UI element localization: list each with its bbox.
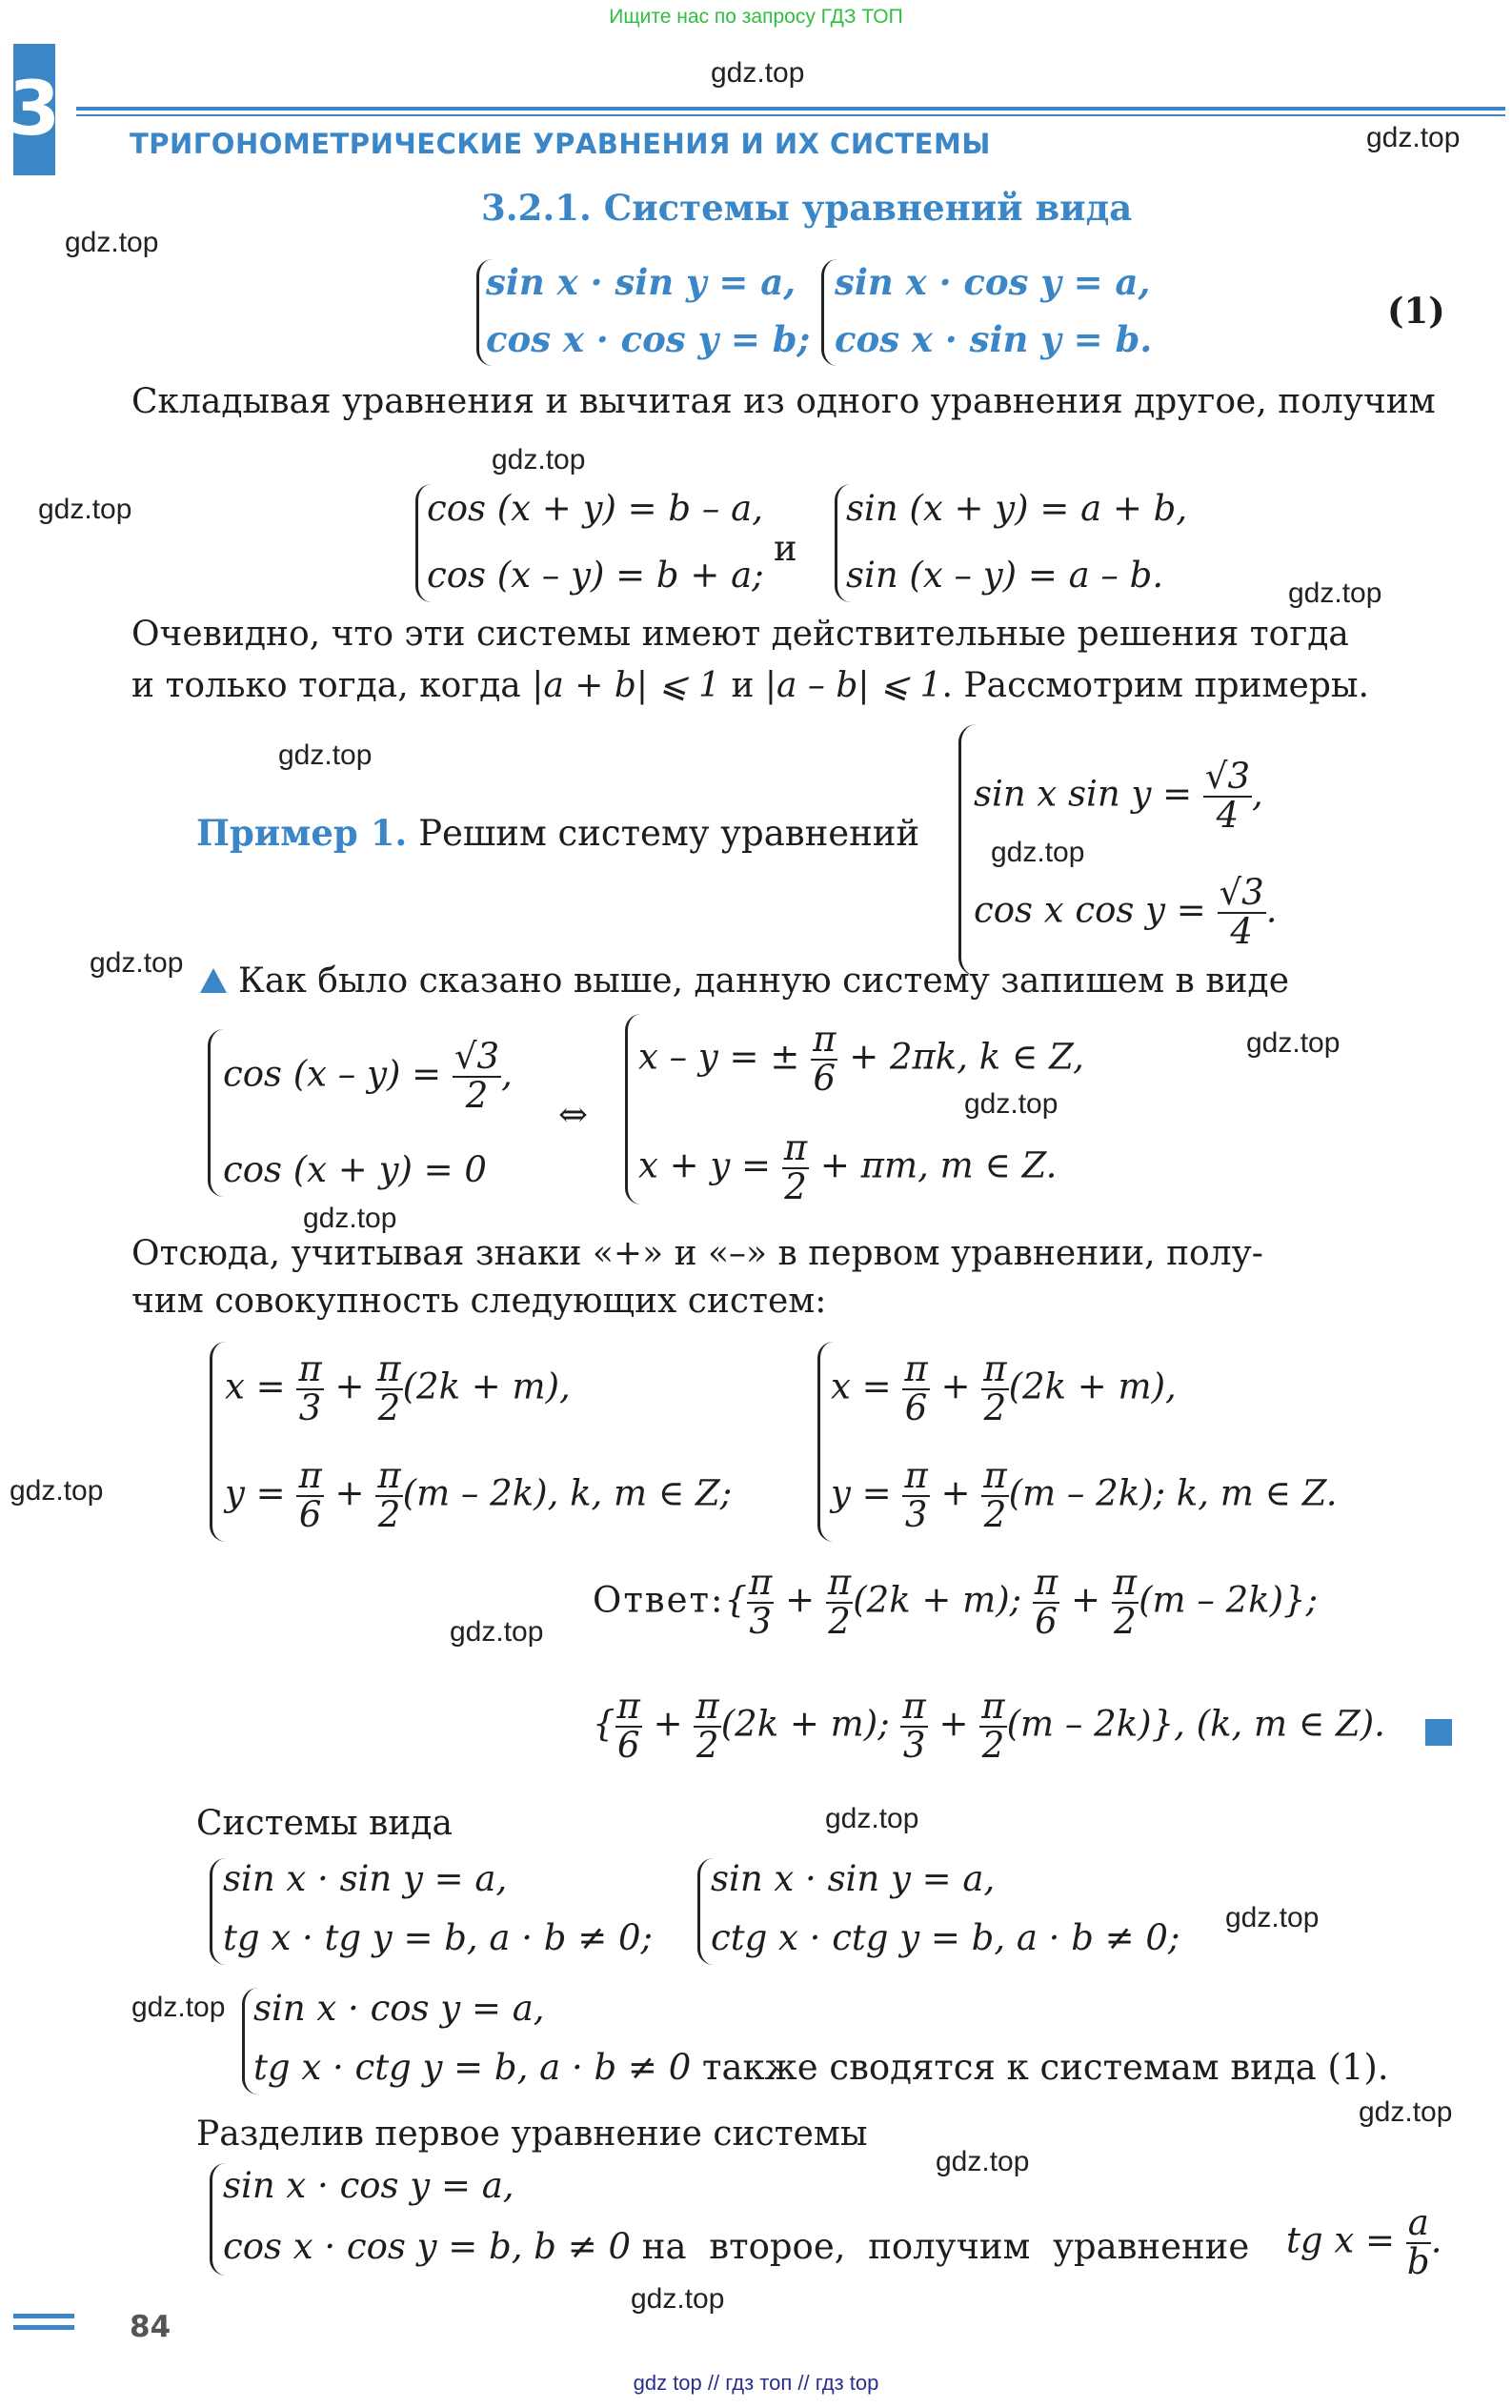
system4-brace-left (210, 1342, 226, 1542)
system4-l-y: y = $\frac{\pi}{6}$ + $\frac{\pi}{2}$ (m – 2k), k, m ∈ Z; (225, 1455, 733, 1535)
paragraph-2b-math2: |a – b| ⩽ 1 (764, 666, 942, 705)
paragraph-2b-and: и (731, 666, 755, 705)
example-heading (196, 812, 919, 854)
watermark: gdz.top (1366, 122, 1461, 153)
system6-result: tg x = $\frac{a}{b}$ . (1286, 2202, 1442, 2282)
paragraph-2a: Очевидно, что эти системы имеют действительные решения тогда (131, 615, 1349, 654)
system5-eq-a1: sin x · sin y = a, (223, 1858, 508, 1899)
paragraph-4a: Отсюда, учитывая знаки «+» и «–» в первом уравнении, полу- (131, 1234, 1263, 1273)
answer-line-1: Ответ:{ $\frac{\pi}{3}$ + $\frac{\pi}{2}$ (2k + m); $\frac{\pi}{6}$ + $\frac{\pi}{2}$ (m – 2k)}; (593, 1562, 1319, 1642)
example-label: Пример 1. (196, 812, 408, 854)
example-eq1: sin x sin y = $\frac{√3}{4}$ , (974, 756, 1263, 836)
system2-and: и (774, 528, 797, 569)
watermark: gdz.top (825, 1803, 919, 1834)
system6-eq-2: cos x · cos y = b, b ≠ 0 на второе, получим уравнение (223, 2226, 1250, 2267)
watermark: gdz.top (131, 1992, 226, 2023)
watermark: gdz.top (492, 444, 586, 476)
system3-eq-r2: x + y = $\frac{\pi}{2}$ + πm, m ∈ Z. (638, 1127, 1058, 1207)
footer-note: gdz top // гдз топ // гдз top (633, 2371, 879, 2395)
example-eq1-lhs: sin x sin y = (974, 773, 1193, 815)
watermark: gdz.top (936, 2146, 1030, 2177)
system1-eq-a2: cos x · cos y = b; (486, 318, 811, 360)
system1-eq-b1: sin x · cos y = a, (835, 261, 1151, 303)
equivalence-icon: ⇔ (558, 1094, 589, 1135)
system3-brace-left (208, 1029, 224, 1197)
header-line (76, 107, 1505, 111)
paragraph-2b-math1: |a + b| ⩽ 1 (532, 666, 720, 705)
watermark: gdz.top (90, 947, 184, 979)
section-title: 3.2.1. Системы уравнений вида (481, 187, 1133, 229)
paragraph-6: Разделив первое уравнение системы (196, 2115, 868, 2154)
page-number: 84 (130, 2310, 171, 2344)
system4-l-x: x = $\frac{\pi}{3}$ + $\frac{\pi}{2}$ (2k + m), (225, 1348, 571, 1428)
system1-eq-b2: cos x · sin y = b. (835, 318, 1153, 360)
paragraph-2b-text: и только тогда, когда (131, 666, 521, 705)
system3-eq-r1: x – y = ± $\frac{\pi}{6}$ + 2πk, k ∈ Z, (638, 1019, 1084, 1099)
system5-eq-c2: tg x · ctg y = b, a · b ≠ 0 также сводятся к системам вида (1). (253, 2047, 1389, 2088)
watermark: gdz.top (631, 2283, 725, 2315)
example-eq1-frac: $\frac{√3}{4}$ (1204, 756, 1251, 836)
paragraph-4b: чим совокупность следующих систем: (131, 1282, 827, 1321)
example-eq2: cos x cos y = $\frac{√3}{4}$ . (974, 872, 1278, 952)
system5-eq-a2: tg x · tg y = b, a · b ≠ 0; (223, 1917, 653, 1958)
paragraph-3: Как было сказано выше, данную систему запишем в виде (238, 961, 1289, 1001)
system2-eq-b2: sin (x – y) = a – b. (846, 555, 1164, 596)
system2-eq-a1: cos (x + y) = b – a, (427, 488, 763, 529)
chapter-number-badge: 3 (13, 44, 55, 175)
system3-eq-l2: cos (x + y) = 0 (223, 1149, 487, 1190)
paragraph-2b (131, 661, 1465, 711)
page-bar-1 (13, 2314, 74, 2318)
solution-end-icon (1425, 1719, 1452, 1746)
watermark: gdz.top (1288, 577, 1382, 609)
chapter-title: ТРИГОНОМЕТРИЧЕСКИЕ УРАВНЕНИЯ И ИХ СИСТЕМЫ (130, 128, 991, 160)
header-line-thin (76, 114, 1505, 116)
watermark: gdz.top (303, 1203, 397, 1234)
system1-eq-a1: sin x · sin y = a, (486, 261, 796, 303)
example-eq2-lhs: cos x cos y = (974, 889, 1206, 931)
system4-r-y: y = $\frac{\pi}{3}$ + $\frac{\pi}{2}$ (m – 2k); k, m ∈ Z. (831, 1455, 1338, 1535)
system3-eq-l1: cos (x – y) = $\frac{√3}{2}$ , (223, 1036, 513, 1116)
paragraph-2b-end: . Рассмотрим примеры. (941, 666, 1369, 705)
paragraph-1: Складывая уравнения и вычитая из одного уравнения другое, получим (131, 382, 1436, 421)
top-note: Ищите нас по запросу ГДЗ ТОП (609, 6, 903, 28)
system4-r-x: x = $\frac{\pi}{6}$ + $\frac{\pi}{2}$ (2k + m), (831, 1348, 1177, 1428)
system5-eq-b2: ctg x · ctg y = b, a · b ≠ 0; (711, 1917, 1180, 1958)
watermark: gdz.top (1225, 1902, 1320, 1933)
paragraph-5: Системы вида (196, 1804, 453, 1843)
watermark: gdz.top (964, 1088, 1058, 1120)
system2-eq-b1: sin (x + y) = a + b, (846, 488, 1188, 529)
system5-eq-b1: sin x · sin y = a, (711, 1858, 996, 1899)
answer-line-2: { $\frac{\pi}{6}$ + $\frac{\pi}{2}$ (2k + m); $\frac{\pi}{3}$ + $\frac{\pi}{2}$ (m – 2k)}, (k, m ∈ Z). (593, 1686, 1385, 1766)
page-bar-2 (13, 2325, 74, 2330)
system2-eq-a2: cos (x – y) = b + a; (427, 555, 764, 596)
watermark: gdz.top (278, 739, 373, 771)
watermark: gdz.top (991, 837, 1085, 868)
system5-eq-c1: sin x · cos y = a, (253, 1988, 545, 2029)
answer-label: Ответ: (593, 1579, 725, 1621)
watermark: gdz.top (10, 1475, 104, 1507)
example-text: Решим систему уравнений (418, 813, 920, 854)
solution-start-icon (200, 968, 227, 993)
watermark: gdz.top (1246, 1027, 1341, 1059)
watermark: gdz.top (1359, 2096, 1453, 2128)
watermark: gdz.top (38, 494, 132, 525)
equation-label-1: (1) (1387, 290, 1445, 332)
example-eq2-frac: $\frac{√3}{4}$ (1219, 872, 1264, 952)
system6-eq-1: sin x · cos y = a, (223, 2165, 514, 2206)
watermark: gdz.top (450, 1616, 544, 1648)
watermark: gdz.top (711, 57, 805, 89)
watermark: gdz.top (65, 227, 159, 258)
